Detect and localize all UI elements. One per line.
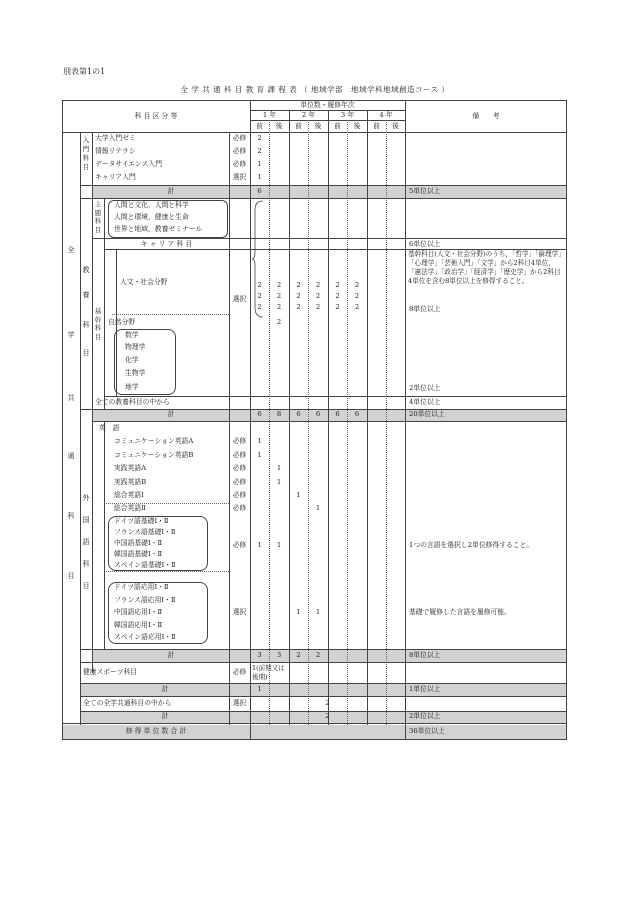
- jinbun-label: 人文・社会分野: [120, 278, 168, 286]
- career-note: 6単位以上: [409, 240, 441, 248]
- header-category: 科 目 区 分 等: [134, 112, 178, 120]
- common-total-note: 2単位以上: [409, 712, 441, 720]
- label-kyoyo-1: 教: [82, 266, 90, 274]
- intro-row-name: 情報リテラシ: [95, 147, 136, 155]
- theme-item: 人間と文化，人間と科学: [114, 201, 189, 209]
- kiso-note: 1つの言語を選択し2単位修得すること。: [409, 541, 534, 549]
- sem-zen: 前: [256, 122, 263, 130]
- kyoyo-total-note: 20単位以上: [409, 410, 445, 418]
- science-item: 化学: [125, 356, 139, 364]
- intro-total-value: 6: [257, 187, 262, 195]
- header-units: 単位数・履修年次: [300, 101, 355, 109]
- label-koku: 国: [82, 516, 90, 524]
- sports-total-value: 1: [257, 685, 262, 693]
- kiso-item: 韓国語基礎Ⅰ・Ⅱ: [114, 550, 163, 558]
- grand-total-label: 修 得 単 位 数 合 計: [125, 727, 187, 735]
- intro-row-name: 大学入門ゼミ: [95, 134, 136, 142]
- sem-zen: 前: [334, 122, 341, 130]
- sem-go: 後: [392, 122, 399, 130]
- common-value: 2: [325, 699, 330, 707]
- eigo-row-name: 実践英語B: [114, 478, 147, 486]
- common-name: 全ての全学共通科目の中から: [83, 699, 172, 707]
- label-zen: 全: [67, 246, 75, 254]
- eigo-row-type: 必修: [232, 464, 247, 472]
- jinbun-cell: 2: [276, 281, 282, 289]
- eigo-row-name: 総合英語Ⅰ: [114, 491, 144, 499]
- sports-total-note: 1単位以上: [409, 685, 441, 693]
- jinbun-cell: 2: [296, 292, 301, 300]
- label-shudai: 主題科目: [94, 200, 102, 234]
- label-kyo: 共: [67, 394, 75, 402]
- theme-item: 世界と地域，教養ゼミナール: [114, 225, 203, 233]
- jinbun-cell: 2: [257, 292, 262, 300]
- jinbun-cell: 2: [296, 303, 301, 311]
- oyo-item: 中国語応用Ⅰ・Ⅱ: [114, 608, 163, 616]
- jinbun-cell: 2: [315, 281, 321, 289]
- eigo-row-value: 1: [296, 491, 301, 499]
- jinbun-cell: 2: [315, 303, 321, 311]
- eigo-row-type: 必修: [232, 437, 247, 445]
- header-year-4: 4 年: [379, 111, 393, 119]
- eigo-row-value: 1: [257, 451, 262, 459]
- jinbun-cell: 2: [296, 281, 301, 289]
- science-item: 数学: [125, 331, 139, 339]
- jinbun-cell: 2: [315, 292, 321, 300]
- sem-zen: 前: [295, 122, 302, 130]
- intro-row-value: 1: [257, 173, 262, 181]
- intro-row-name: キャリア入門: [95, 173, 136, 181]
- oyo-item: ドイツ語応用Ⅰ・Ⅱ: [114, 583, 169, 591]
- intro-row-type: 必修: [232, 134, 247, 142]
- jinbun-type: 選択: [232, 295, 247, 303]
- science-item: 地学: [125, 383, 139, 391]
- oyo-item: フランス語応用Ⅰ・Ⅱ: [114, 596, 176, 604]
- all-kyoyo-label: 全ての教養科目の中から: [95, 398, 170, 406]
- intro-row-type: 必修: [232, 160, 247, 168]
- eigo-row-name: コミュニケーション英語A: [114, 437, 194, 445]
- kiso-item: スペイン語基礎Ⅰ・Ⅱ: [114, 561, 176, 569]
- oyo-value: 1: [315, 608, 321, 616]
- eigo-row-type: 必修: [232, 451, 247, 459]
- oyo-item: 韓国語応用Ⅰ・Ⅱ: [114, 621, 163, 629]
- gaigo-total-cell: 3: [276, 651, 282, 659]
- eigo-row-value: 1: [257, 437, 262, 445]
- kiso-item: フランス語基礎Ⅰ・Ⅱ: [114, 528, 176, 536]
- eigo-row-name: 総合英語Ⅱ: [114, 504, 146, 512]
- label-moku2: 目: [82, 582, 90, 590]
- common-type: 選択: [232, 699, 247, 707]
- gaigo-total-label: 計: [167, 651, 175, 659]
- kiso-item: ドイツ語基礎Ⅰ・Ⅱ: [114, 517, 169, 525]
- jinbun-cell: 2: [335, 281, 340, 289]
- label-kyoyo-2: 養: [82, 291, 90, 299]
- grand-total-note: 36単位以上: [409, 727, 445, 735]
- science-item: 物理学: [125, 343, 146, 351]
- eigo-row-type: 必修: [232, 491, 247, 499]
- kikan-note: 8単位以上: [409, 305, 441, 313]
- jinbun-cell: 2: [276, 303, 282, 311]
- intro-row-value: 1: [257, 160, 262, 168]
- eigo-row-type: 必修: [232, 504, 247, 512]
- kyoyo-total-cell: 6: [296, 410, 301, 418]
- eigo-row-value: 1: [276, 478, 282, 486]
- curriculum-table: [62, 100, 567, 740]
- sem-zen: 前: [373, 122, 380, 130]
- header-year-2: 2 年: [301, 111, 316, 119]
- science-bracket: [114, 329, 176, 395]
- label-ka2: 科: [82, 560, 90, 568]
- label-kyoyo-3: 科: [82, 321, 90, 329]
- header-year-1: 1 年: [262, 111, 277, 119]
- jinbun-cell: 2: [276, 292, 282, 300]
- label-moku: 目: [67, 572, 75, 580]
- science-item: 生物学: [125, 369, 146, 377]
- eigo-row-type: 必修: [232, 478, 247, 486]
- intro-row-value: 2: [257, 134, 262, 142]
- page-reference: 別表第1の1: [63, 67, 106, 76]
- intro-row-name: データサイエンス入門: [95, 160, 163, 168]
- kyoyo-total-cell: 8: [276, 410, 282, 418]
- kiso-item: 中国語基礎Ⅰ・Ⅱ: [114, 539, 163, 547]
- kiso-type: 必修: [232, 541, 247, 549]
- eigo-label: 英 語: [99, 424, 120, 432]
- kyoyo-total-cell: 6: [335, 410, 340, 418]
- eigo-row-value: 1: [315, 504, 321, 512]
- eigo-row-name: コミュニケーション英語B: [114, 451, 194, 459]
- jinbun-cell: 2: [257, 281, 262, 289]
- header-remarks: 備 考: [472, 112, 500, 120]
- label-kyoyo-4: 目: [82, 349, 90, 357]
- label-ka: 科: [67, 512, 75, 520]
- jinbun-cell: 2: [335, 292, 340, 300]
- kyoyo-total-cell: 6: [315, 410, 321, 418]
- common-total-value: 2: [325, 712, 330, 720]
- intro-total-note: 5単位以上: [409, 187, 441, 195]
- kyoyo-total-cell: 6: [257, 410, 262, 418]
- label-go: 語: [82, 538, 90, 546]
- sports-total-label: 計: [161, 685, 169, 693]
- sem-go: 後: [353, 122, 361, 130]
- oyo-value: 1: [296, 608, 301, 616]
- jinbun-cell: 2: [354, 303, 360, 311]
- oyo-item: スペイン語応用Ⅰ・Ⅱ: [114, 633, 176, 641]
- jinbun-cell: 2: [354, 281, 360, 289]
- gaigo-total-note: 8単位以上: [409, 651, 441, 659]
- intro-total-label: 計: [167, 187, 175, 195]
- gaigo-total-cell: 2: [296, 651, 301, 659]
- intro-row-type: 必修: [232, 147, 247, 155]
- gaigo-total-cell: 3: [257, 651, 262, 659]
- kiso-value: 1: [276, 541, 282, 549]
- shizen-note: 2単位以上: [409, 384, 441, 392]
- label-nyumon: 入門科目: [82, 136, 90, 171]
- sports-value: 1(前期又は後期): [252, 664, 285, 681]
- common-total-label: 計: [161, 712, 169, 720]
- kyoyo-total-label: 計: [167, 410, 175, 418]
- career-label: キ ャ リ ア 科 目: [140, 240, 193, 248]
- jinbun-cell: 2: [335, 303, 340, 311]
- label-kikan: 基幹科目: [94, 307, 102, 341]
- sports-type: 必修: [232, 668, 247, 676]
- kiso-value: 1: [257, 541, 262, 549]
- shizen-label: 自然分野: [108, 318, 136, 326]
- eigo-row-value: 1: [276, 464, 282, 472]
- oyo-note: 基礎で履修した言語を履修可能。: [409, 608, 511, 616]
- header-year-3: 3 年: [340, 111, 355, 119]
- sports-name: 健康スポーツ科目: [83, 668, 138, 676]
- oyo-type: 選択: [232, 608, 247, 616]
- gaigo-total-cell: 2: [315, 651, 321, 659]
- all-kyoyo-note: 4単位以上: [409, 398, 441, 406]
- jinbun-note: 基幹科目(人文・社会分野)のうち，「哲学」「倫理学」「心理学」「芸術入門」「文学」から2科目4単位，「憲法学」「政治学」「経済学」「歴史学」から2科目4単位を含む8単位以上を修得すること。: [408, 250, 562, 285]
- eigo-row-name: 実践英語A: [114, 464, 147, 472]
- jinbun-cell: 2: [257, 303, 262, 311]
- intro-row-type: 選択: [232, 173, 247, 181]
- sem-go: 後: [275, 122, 283, 130]
- kyoyo-total-cell: 6: [354, 410, 360, 418]
- label-tsu: 通: [67, 452, 75, 460]
- label-gai: 外: [82, 494, 90, 502]
- sem-go: 後: [314, 122, 322, 130]
- intro-row-value: 2: [257, 147, 262, 155]
- shizen-value: 2: [276, 318, 282, 326]
- jinbun-cell: 2: [354, 292, 360, 300]
- table-title: 全 学 共 通 科 目 教 育 課 程 表 （ 地域学部 地域学科地域創造コース ）: [180, 85, 450, 94]
- label-gaku: 学: [67, 331, 75, 339]
- theme-item: 人間と環境，健康と生命: [114, 213, 189, 221]
